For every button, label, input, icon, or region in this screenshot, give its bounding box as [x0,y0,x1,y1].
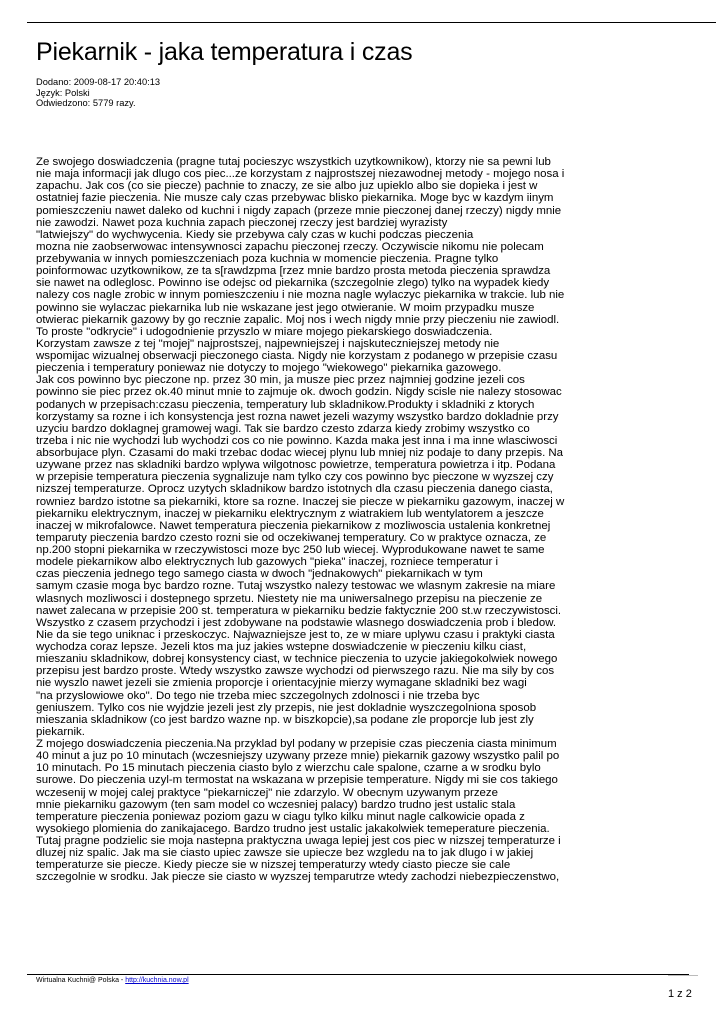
article-line: trzeba i nic nie wychodzi lub wychodzi cos co nie powinno. Kazda maka jest inna i ma inne wlasciwosci [36,434,558,447]
article-line: uzyciu bardzo doklagnej gramowej wagi. Tak sie bardzo czesto zdarza kiedy zrobimy wszystko co [36,422,530,435]
article-line: mieszaniu skladnikow, dobrej konsystency ciast, w technice pieczenia to uzycie jakiegokolwiek nowego [36,653,558,666]
article-line: geniuszem. Tylko cos nie wyjdzie jezeli jest zly przepis, nie jest dokladnie wyszczegolniona sposob [36,701,537,714]
article-line: uzywane przez nas skladniki bardzo wplywa wilgotnosc powietrze, temperatura powietrza i itp. Podana [36,459,556,472]
article-line: ostatniej fazie pieczenia. Nie musze caly czas przebywac blisko piekarnika. Moge byc w kazdym iinym [36,192,554,205]
article-line: sie nawet na odleglosc. Powinno ise odejsc od piekarnika (szczegolnie zlego) tylko na wypadek kiedy [36,277,550,290]
article-body [36,156,706,884]
footer-rule [27,974,689,975]
meta-added: Dodano: 2009-08-17 20:40:13 [36,77,161,87]
article-line: w przepisie temperatura pieczenia sygnalizuje nam tylko czy cos powinno byc pieczone w wyzszej czy [36,471,554,484]
article-line: nizszej temperaturze. Oprocz uzytych skladnikow bardzo istotnych dla czasu pieczenia danego ciasta, [36,483,553,496]
article-line: szczegolnie w srodku. Jak piecze sie ciasto w wyzszej temparutrze wtedy zachodzi niebezpieczenstwo, [36,871,560,884]
meta-language: Język: Polski [36,87,90,98]
article-line: 10 minutach. Po 15 minutach pieczenia ciasto bylo z wierzchu cale spalone, czarne a w srodku bylo [36,762,541,775]
article-line: dluzej niz spalic. Jak ma sie ciasto upiec zawsze sie upiecze bez wzgledu na to jak dlugo i w jakiej [36,847,534,860]
article-line: To proste "odkrycie" i udogodnienie przyszlo w miare mojego piekarskiego doswiadczenia. [36,325,493,338]
article-line: piekarniku elektrycznym, inaczej w piekarniku elektrycznym z wiatrakiem lub wentylatorem a jeszcze [36,507,544,520]
article-line: modele piekarnikow albo elektrycznych lub gazowych "pieka" inaczej, rozniece temperatur i [36,556,499,569]
article-line: otwierac piekarnik gazowy by go recznie zapalic. Moj nos i wech nigdy mnie przy pieczeniu nie zawiodl. [36,313,560,326]
article-line: "na przyslowiowe oko". Do tego nie trzeba miec szczegolnych zdolnosci i nie trzeba byc [36,689,480,702]
article-line: podanych w przepisach:czasu pieczenia, temperatury lub skladnikow.Produkty i skladniki z ktorych [36,398,535,411]
page-number: 1 z 2 [668,988,692,1000]
article-line: samym czasie moga byc bardzo rozne. Tutaj wszystko nalezy testowac we wlasnym zakresie na miare [36,580,556,593]
article-line: mnie piekarniku gazowym (ten sam model co wczesniej palacy) bardzo trudno jest ustalic stala [36,798,516,811]
article-line: piekarnik. [36,725,85,738]
article-line: Ze swojego doswiadczenia (pragne tutaj pocieszyc wszystkich uzytkownikow), ktorzy nie sa pewni lub [36,156,551,168]
article-line: nie zawodzi. Nawet poza kuchnia zapach pieczonej rzeczy jest bardziej wyrazisty [36,216,448,229]
article-line: nawet zalecana w przepisie 200 st. temperatura w piekarniku bedzie faktycznie 200 st.w rzeczywistosci. [36,604,562,617]
article-line: pomieszczeniu nawet daleko od kuchni i nigdy zapach (przeze mnie pieczonej danej rzeczy) nigdy mnie [36,204,562,217]
article-line: Korzystam zawsze z tej "mojej" najprostszej, najpewniejszej i najskuteczniejszej metody nie [36,337,500,350]
article-line: wlasnych mozliwosci i dostepnego sprzetu. Niestety nie ma uniwersalnego przepisu na pieczenie ze [36,592,543,605]
article-line: pieczenia i temperatury poniewaz nie dotyczy to mojego "wiekowego" piekarnika gazowego. [36,362,502,375]
article-line: poinformowac uzytkownikow, ze ta s[rawdzpma [rzez mnie bardzo prosta metoda pieczenia sprawdza [36,265,551,278]
article-line: surowe. Do pieczenia uzyl-m termostat na wskazana w przepisie temperature. Nigdy mi sie cos takiego [36,774,558,787]
article-line: inaczej w mikrofalowce. Nawet temperatura pieczenia piekarnikow z mozliwoscia ustalenia konkretnej [36,519,551,532]
meta-visits: Odwiedzono: 5779 razy. [36,98,136,108]
article-line: mieszania skladnikow (co jest bardzo wazne np. w biszkopcie),sa podane zle proporcje lub jest zly [36,713,534,726]
footer-link[interactable]: http://kuchnia.now.pl [125,977,189,984]
article-line: nie wyszlo nawet jezeli sie zmienia proporcje i orientacyjnie mierzy wymagane skladniki bez wagi [36,677,527,690]
article-line: nalezy cos nagle zrobic w innym pomieszczeniu i nie mozna nagle wylaczyc piekarnika w trakcie. lub nie [36,289,565,302]
article-line: Wszystko z czasem przychodzi i jest zdobywane na podstawie wlasnego doswiadczenia prob i bledow. [36,616,557,629]
article-line: temparuty pieczenia bardzo czesto rozni sie od oczekiwanej temperatury. Co w praktyce oznacza, ze [36,531,547,544]
footer-site-name: Wirtualna Kuchni@ Polska - [36,977,126,984]
article-line: Tutaj pragne podzielic sie moja nastepna praktyczna uwaga lepiej jest cos piec w nizszej temperaturze i [36,835,561,847]
article-line: wczesenij w mojej calej praktyce "piekarniczej" nie zdarzylo. W obecnym uzywanym przeze [36,786,498,799]
article-line: czas pieczenia jednego tego samego ciasta w dwoch "jednakowych" piekarnikach w tym [36,568,483,581]
article-line: wychodza coraz lepsze. Jezeli ktos ma juz jakies wstepne doswiadczenie w pieczeniu kilku ciast, [36,641,527,653]
top-rule [27,22,716,23]
article-line: wysokiego plomienia do zanikajacego. Bardzo trudno jest ustalic jakakolwiek temeperature pieczenia. [36,822,550,835]
article-line: 40 minut a juz po 10 minutach (wczesniejszy uzywany przeze mnie) piekarnik gazowy wszystko palil po [36,750,560,763]
article-meta [36,77,160,109]
article-line: Nie da sie tego uniknac i przeskoczyc. Najwazniejsze jest to, ze w miare uplywu czasu i praktyki ciasta [36,628,555,641]
article-line: wspomijac wizualnej obserwacji pieczonego ciasta. Nigdy nie korzystam z podanego w przepisie czasu [36,350,558,362]
article-line: przepisu jest bardzo proste. Wtedy wszystko zawsze wychodzi od pierwszego razu. Nie ma sily by cos [36,665,555,678]
article-line: Jak cos powinno byc pieczone np. przez 30 min, ja musze piec przez najmniej godzine jezeli cos [36,374,525,387]
page-title: Piekarnik - jaka temperatura i czas [36,38,413,66]
article-line: "latwiejszy" do wychwycenia. Kiedy sie przebywa caly czas w kuchi podczas pieczenia [36,228,474,241]
article-line: Z mojego doswiadczenia pieczenia.Na przyklad byl podany w przepisie czas pieczenia ciasta minimum [36,738,557,750]
article-line: korzystamy sa rozne i ich konsystencja jest rozna nawet jezeli wazymy wszystko bardzo dokladnie przy [36,410,559,423]
article-line: przebywania w innych pomieszczeniach poza kuchnia w momencie pieczenia. Pragne tylko [36,253,499,265]
article-line: mozna nie zaobserwowac intensywnosci zapachu pieczonej rzeczy. Oczywiscie nikomu nie polecam [36,240,544,253]
article-line: nie maja informacji jak dlugo cos piec...ze korzystam z najprostszej niezawodnej metody - mojego nosa i [36,168,565,181]
article-line: rowniez bardzo istotne sa piekarniki, ktore sa rozne. Inaczej sie piecze w piekarniku gazowym, inaczej w [36,495,565,508]
article-line: np.200 stopni piekarnika w rzeczywistosci moze byc 250 lub wiecej. Wyprodukowane nawet te same [36,544,545,556]
article-line: powinno sie piec przez ok.40 minut mnie to zajmuje ok. dwoch godzin. Nigdy scisle nie nalezy stosowac [36,386,562,399]
article-line: temperaturze sie piecze. Kiedy piecze sie w nizszej temperaturzy wtedy ciasto piecze sie cale [36,859,511,872]
article-line: zapachu. Jak cos (co sie piecze) pachnie to znaczy, ze sie albo juz upieklo albo sie dopieka i jest w [36,180,538,193]
article-line: powinno sie wylaczac piekarnika lub nie wskazane jest jego otwieranie. W moim przypadku musze [36,301,535,314]
article-line: absorbujace plyn. Czasami do maki trzebac dodac wiecej plynu lub mniej niz podaje to dany przepis. Na [36,447,564,459]
footer-source [36,976,189,985]
article-line: temperature pieczenia poniewaz poziom gazu w ciagu tylko kilku minut nagle calkowicie opada z [36,810,525,823]
footer-mark [668,975,698,976]
